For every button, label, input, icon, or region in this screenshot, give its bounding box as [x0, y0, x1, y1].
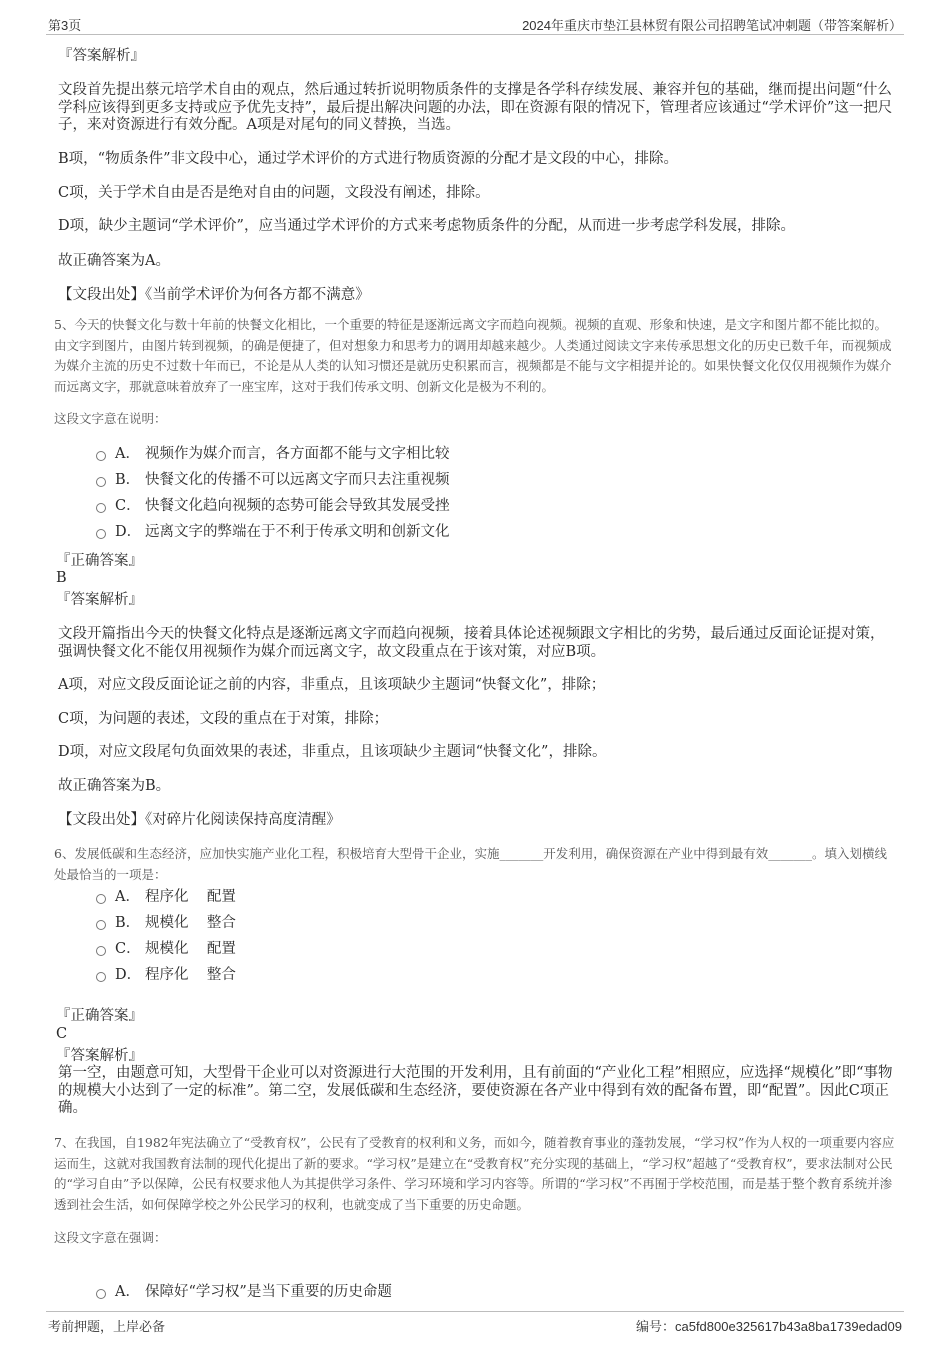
q6-passage: 6、发展低碳和生态经济，应加快实施产业化工程，积极培育大型骨干企业，实施_______开发利用，确保资源在产业中得到最有效_______。填入划横线处最恰当的一项是：: [54, 846, 887, 882]
q4-analysis-p3: C项，关于学术自由是否是绝对自由的问题，文段没有阐述，排除。: [58, 185, 490, 201]
q5-source: 【文段出处】《对碎片化阅读保持高度清醒》: [58, 812, 341, 828]
radio-icon[interactable]: [96, 451, 106, 461]
option-letter: A．: [115, 889, 140, 905]
option-text: 保障好“学习权”是当下重要的历史命题: [145, 1284, 392, 1300]
option-letter: D．: [115, 967, 142, 983]
page-number: 第3页: [48, 18, 82, 33]
option-letter: A．: [115, 446, 140, 462]
option-letter: B．: [115, 472, 141, 488]
q7-option-a[interactable]: [96, 1281, 796, 1303]
option-letter: A．: [115, 1284, 140, 1300]
option-letter: D．: [115, 524, 142, 540]
q5-analysis-label: 『答案解析』: [56, 592, 143, 608]
q6-option-d[interactable]: [96, 964, 796, 986]
q5-analysis-p2: A项，对应文段反面论证之前的内容，非重点，且该项缺少主题词“快餐文化”，排除；: [58, 677, 606, 693]
option-text: 规模化 配置: [145, 941, 236, 957]
option-text: 程序化 整合: [145, 967, 236, 983]
footer-slogan: 考前押题，上岸必备: [48, 1319, 166, 1334]
q4-source: 【文段出处】《当前学术评价为何各方都不满意》: [58, 287, 370, 303]
q7-passage: 7、在我国，自1982年宪法确立了“受教育权”，公民有了受教育的权利和义务，而如今，随着教育事业的蓬勃发展，“学习权”作为人权的一项重要内容应运而生，这就对我国教育法制的现代化提出了新的要求。“学习权”是建立在“受教育权”充分实现的基础上，“学习权”超越了“受教育权”，要求法制对公民的“学习自由”予以保障，公民有权要求他人为其提供学习条件、学习环境和学习内容等。所谓的“学习权”不再囿于学校范围，而是基于整个教育系统并渗透到社会生活，如何保障学校之外公民学习的权利，也就变成了当下重要的历史命题。: [54, 1135, 895, 1212]
option-letter: C．: [115, 498, 141, 514]
radio-icon[interactable]: [96, 529, 106, 539]
q4-analysis-p2: B项，“物质条件”非文段中心，通过学术评价的方式进行物质资源的分配才是文段的中心，排除。: [58, 151, 678, 167]
radio-icon[interactable]: [96, 946, 106, 956]
q4-analysis-label: 『答案解析』: [58, 48, 145, 64]
radio-icon[interactable]: [96, 972, 106, 982]
q5-option-c[interactable]: [96, 495, 796, 517]
q6-option-a[interactable]: [96, 886, 796, 908]
q6-option-c[interactable]: [96, 938, 796, 960]
page-header: [46, 14, 904, 35]
option-text: 规模化 整合: [145, 915, 236, 931]
q6-option-b[interactable]: [96, 912, 796, 934]
option-text: 快餐文化的传播不可以远离文字而只去注重视频: [145, 472, 450, 488]
q4-answer-line: 故正确答案为A。: [58, 253, 170, 269]
q5-answer-label: 『正确答案』: [56, 553, 143, 569]
q5-option-b[interactable]: [96, 469, 796, 491]
q6-analysis: 第一空，由题意可知，大型骨干企业可以对资源进行大范围的开发利用，且有前面的“产业化工程”相照应，应选择“规模化”即“事物的规模大小达到了一定的标准”。第二空，发展低碳和生态经济，要使资源在各产业中得到有效的配备布置，即“配置”。因此C项正确。: [58, 1065, 893, 1116]
q6-analysis-label: 『答案解析』: [56, 1048, 143, 1064]
q5-answer: B: [56, 570, 67, 586]
option-text: 程序化 配置: [145, 889, 236, 905]
q5-analysis-p3: C项，为问题的表述，文段的重点在于对策，排除；: [58, 711, 389, 727]
q7-prompt: 这段文字意在强调：: [54, 1230, 167, 1245]
option-text: 快餐文化趋向视频的态势可能会导致其发展受挫: [145, 498, 450, 514]
option-text: 视频作为媒介而言，各方面都不能与文字相比较: [145, 446, 450, 462]
document-code: 编号：ca5fd800e325617b43a8ba1739edad09: [635, 1319, 902, 1334]
option-letter: B．: [115, 915, 141, 931]
q5-option-a[interactable]: [96, 443, 796, 465]
option-letter: C．: [115, 941, 141, 957]
radio-icon[interactable]: [96, 1289, 106, 1299]
option-text: 远离文字的弊端在于不利于传承文明和创新文化: [145, 524, 450, 540]
q5-analysis-p1: 文段开篇指出今天的快餐文化特点是逐渐远离文字而趋向视频，接着具体论述视频跟文字相比的劣势，最后通过反面论证提对策，强调快餐文化不能仅用视频作为媒介而远离文字，故文段重点在于该对策，对应B项。: [58, 626, 885, 660]
q4-analysis-p1: 文段首先提出蔡元培学术自由的观点，然后通过转折说明物质条件的支撑是各学科存续发展、兼容并包的基础，继而提出问题“什么学科应该得到更多支持或应予优先支持”，最后提出解决问题的办法，即在资源有限的情况下，管理者应该通过“学术评价”这一把尺子，来对资源进行有效分配。A项是对尾句的同义替换，当选。: [58, 82, 893, 133]
q5-answer-line: 故正确答案为B。: [58, 778, 171, 794]
q4-analysis-p4: D项，缺少主题词“学术评价”，应当通过学术评价的方式来考虑物质条件的分配，从而进一步考虑学科发展，排除。: [58, 218, 795, 234]
q5-passage: 5、今天的快餐文化与数十年前的快餐文化相比，一个重要的特征是逐渐远离文字而趋向视频。视频的直观、形象和快速，是文字和图片都不能比拟的。由文字到图片，由图片转到视频，的确是便捷了，但对想象力和思考力的调用却越来越少。人类通过阅读文字来传承思想文化的历史已数千年，而视频成为媒介主流的历史不过数十年而已，不论是从人类的认知习惯还是就历史积累而言，视频都是不能与文字相提并论的。如果快餐文化仅仅用视频作为媒介而远离文字，那就意味着放弃了一座宝库，这对于我们传承文明、创新文化是极为不利的。: [54, 317, 892, 394]
q5-analysis-p4: D项，对应文段尾句负面效果的表述，非重点，且该项缺少主题词“快餐文化”，排除。: [58, 744, 607, 760]
document-title: 2024年重庆市垫江县林贸有限公司招聘笔试冲刺题（带答案解析）: [522, 18, 902, 33]
page-footer: [46, 1311, 904, 1336]
q5-prompt: 这段文字意在说明：: [54, 411, 167, 426]
radio-icon[interactable]: [96, 503, 106, 513]
radio-icon[interactable]: [96, 894, 106, 904]
q5-option-d[interactable]: [96, 521, 796, 543]
radio-icon[interactable]: [96, 920, 106, 930]
radio-icon[interactable]: [96, 477, 106, 487]
q6-answer: C: [56, 1026, 68, 1042]
q6-answer-label: 『正确答案』: [56, 1008, 143, 1024]
